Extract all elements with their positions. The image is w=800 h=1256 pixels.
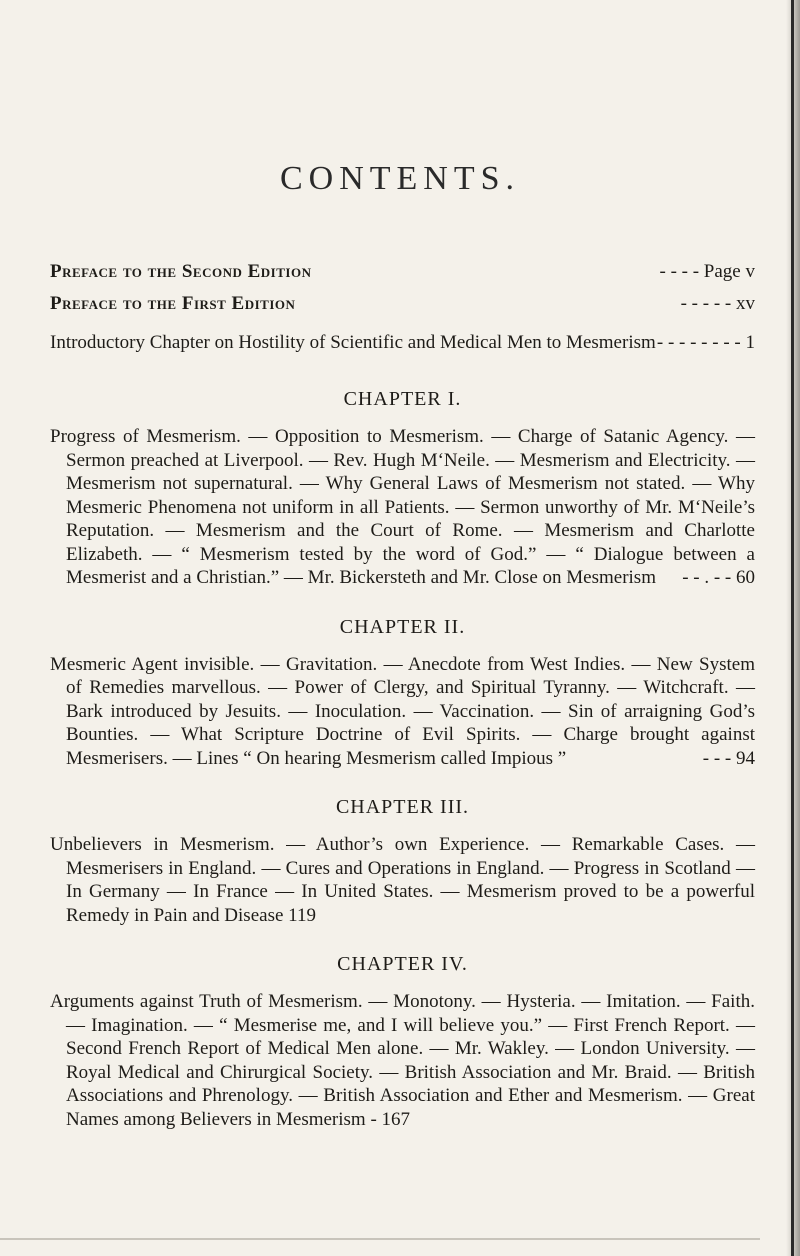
chapter-summary xyxy=(50,425,755,590)
chapter-summary-text: Unbelievers in Mesmerism. — Author’s own Experience. — Remarkable Cases. — Mesmerisers in England. — Cures and Operations in England. — Progress in Scotland — In Germany — In France — In United States. — Mesmerism proved to be a powerful Remedy in Pain and Disease xyxy=(50,834,755,926)
chapter-heading: CHAPTER I. xyxy=(343,388,462,410)
toc-entry-text: Introductory Chapter on Hostility of Scientific and Medical Men to Mesmerism xyxy=(50,332,656,353)
chapter-summary xyxy=(50,990,755,1131)
chapter-summary-text: Arguments against Truth of Mesmerism. — Monotony. — Hysteria. — Imitation. — Faith. — Imagination. — “ Mesmerise me, and I will believe you.” — First French Report. — Second French Report of Medical Men alone. — Mr. Wakley. — London University. — Royal Medical and Chirurgical Society. — British Association and Mr. Braid. — British Associations and Phrenology. — British Association and Ether and Mesmerism. — Great Names among Believers in Mesmerism xyxy=(50,991,755,1130)
chapter-page: 119 xyxy=(288,904,316,926)
chapter-page: - - - 94 xyxy=(702,747,755,769)
chapter-summary xyxy=(50,833,755,927)
chapter-summary xyxy=(50,653,755,771)
page-title: CONTENTS. xyxy=(279,160,521,197)
page-bottom-rule xyxy=(0,1238,760,1240)
chapter-page: - - . - - 60 xyxy=(682,567,755,588)
chapter-heading: CHAPTER IV. xyxy=(337,953,468,975)
chapter-heading: CHAPTER III. xyxy=(335,796,470,818)
chapter-page: - 167 xyxy=(370,1108,411,1130)
toc-entry-page: - - - - Page v xyxy=(659,261,755,282)
contents-list xyxy=(50,260,755,1131)
toc-entry-label: Preface to the First Edition xyxy=(50,293,296,314)
chapter-summary-text: Mesmeric Agent invisible. — Gravitation. — Anecdote from West Indies. — New System of Remedies marvellous. — Power of Clergy, and Spiritual Tyranny. — Witchcraft. — Bark introduced by Jesuits. — Inoculation. — Vaccination. — Sin of arraigning God’s Bounties. — What Scripture Doctrine of Evil Spirits. — Charge brought against Mesmerisers. — Lines “ On hearing Mesmerism called Impious ” xyxy=(50,653,755,769)
chapter-heading: CHAPTER II. xyxy=(339,615,466,638)
toc-entry-preface-second xyxy=(50,260,755,283)
toc-entry-intro xyxy=(50,331,755,354)
toc-entry-page: - - - - - xv xyxy=(680,293,755,314)
chapter-summary-text: Progress of Mesmerism. — Opposition to Mesmerism. — Charge of Satanic Agency. — Sermon preached at Liverpool. — Rev. Hugh M‘Neile. — Mesmerism and Electricity. — Mesmerism not supernatural. — Why General Laws of Mesmerism not stated. — Why Mesmeric Phenomena not uniform in all Patients. — Sermon unworthy of Mr. M‘Neile’s Reputation. — Mesmerism and the Court of Rome. — Mesmerism and Charlotte Elizabeth. — “ Mesmerism tested by the word of God.” — “ Dialogue between a Mesmerist and a Christian.” — Mr. Bickersteth and Mr. Close on Mesmerism xyxy=(50,426,755,588)
toc-entry-preface-first xyxy=(50,292,755,315)
toc-entry-page: - - - - - - - - 1 xyxy=(656,332,755,353)
toc-entry-label: Preface to the Second Edition xyxy=(50,261,312,282)
